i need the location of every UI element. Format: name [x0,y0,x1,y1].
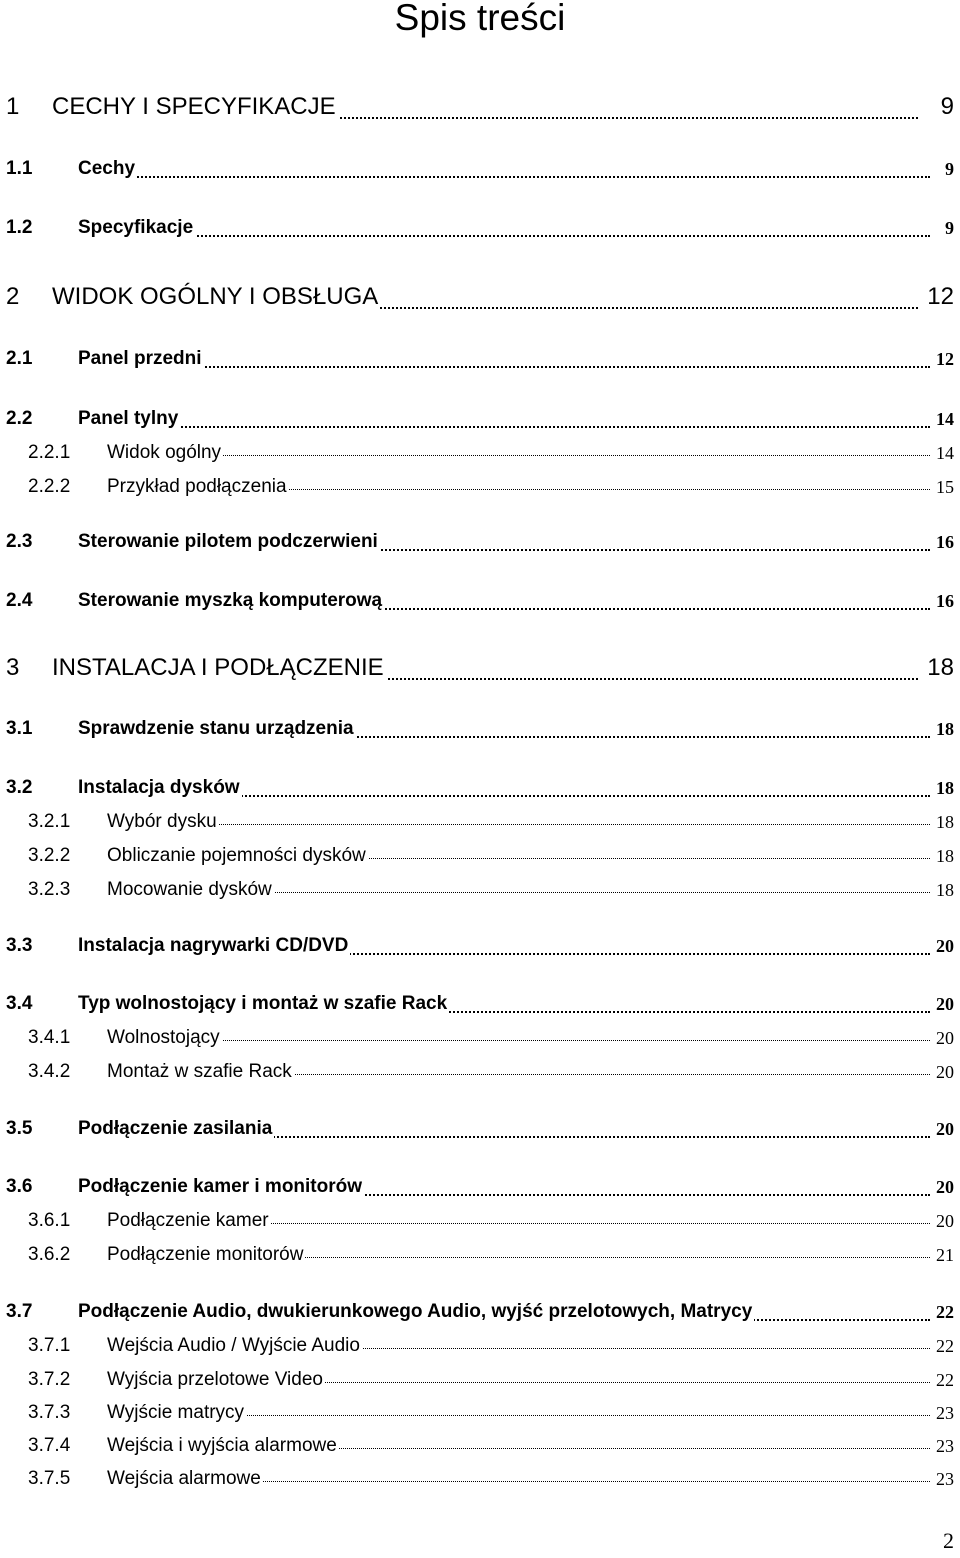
toc-entry[interactable] [0,765,960,797]
toc-entry-number: 3.2.2 [28,845,71,866]
toc-entry[interactable] [0,1456,960,1488]
toc-entry-label: WIDOK OGÓLNY I OBSŁUGA [52,283,379,310]
toc-entry-label: Typ wolnostojący i montaż w szafie Rack [78,993,448,1014]
toc-entry-number: 3.2.1 [28,811,71,832]
toc-entry-label: Podłączenie kamer [107,1210,269,1231]
toc-entry-page: 18 [936,880,954,900]
toc-entry-label: Cechy [78,158,136,179]
toc-entry[interactable] [0,519,960,551]
toc-entry-number: 3.6.1 [28,1210,71,1231]
toc-entry-number: 3.7.2 [28,1369,71,1390]
toc-entry[interactable] [0,1015,960,1047]
toc-entry-label: Panel tylny [78,408,179,429]
toc-entry-page: 18 [927,654,954,681]
toc-entry-label: Sterowanie myszką komputerową [78,590,383,611]
toc-entry[interactable] [0,799,960,831]
toc-entry-page: 9 [945,159,954,179]
toc-entry-number: 2 [6,283,20,310]
toc-entry-label: Sprawdzenie stanu urządzenia [78,718,354,739]
toc-entry-label: CECHY I SPECYFIKACJE [52,93,336,120]
toc-entry-number: 3.2 [6,777,33,798]
toc-entry-label: Wybór dysku [107,811,217,832]
toc-entry[interactable] [0,867,960,899]
toc-entry-number: 3.7 [6,1301,33,1322]
toc-entry-number: 3 [6,654,20,681]
toc-entry[interactable] [0,336,960,368]
toc-entry-page: 9 [945,218,954,238]
toc-entry-label: Specyfikacje [78,217,194,238]
toc-entry-page: 14 [936,409,954,429]
toc-entry[interactable] [0,396,960,428]
toc-entry[interactable] [0,87,960,119]
toc-entry-page: 22 [936,1302,954,1322]
toc-entry[interactable] [0,1198,960,1230]
toc-entry[interactable] [0,1106,960,1138]
toc-entry-label: Podłączenie monitorów [107,1244,304,1265]
toc-entry[interactable] [0,1289,960,1321]
toc-entry-label: Wejścia alarmowe [107,1468,261,1489]
toc-entry-page: 20 [936,1211,954,1231]
toc-entry-label: Obliczanie pojemności dysków [107,845,366,866]
toc-entry[interactable] [0,1323,960,1355]
toc-entry-label: Wolnostojący [107,1027,220,1048]
toc-entry-page: 9 [940,93,954,120]
toc-entry[interactable] [0,578,960,610]
toc-entry[interactable] [0,1232,960,1264]
toc-entry-label: Panel przedni [78,348,202,369]
toc-entry-page: 20 [936,994,954,1014]
toc-entry-number: 2.2.2 [28,476,71,497]
toc-entry-page: 16 [936,532,954,552]
page-number: 2 [943,1528,954,1553]
toc-entry-page: 22 [936,1370,954,1390]
toc-entry-number: 1 [6,93,20,120]
toc-entry-page: 20 [936,1177,954,1197]
toc-entry-number: 3.1 [6,718,33,739]
toc-entry-number: 3.7.3 [28,1402,71,1423]
toc-entry-number: 3.4.1 [28,1027,71,1048]
dot-leader [78,426,930,428]
toc-entry-number: 3.7.4 [28,1435,71,1456]
toc-entry-label: Wyjścia przelotowe Video [107,1369,323,1390]
toc-entry-number: 2.2 [6,408,33,429]
toc-entry-page: 22 [936,1336,954,1356]
toc-entry-number: 2.2.1 [28,442,71,463]
toc-entry-number: 3.6 [6,1176,33,1197]
toc-entry-label: Wyjście matrycy [107,1402,245,1423]
toc-entry[interactable] [0,205,960,237]
toc-entry[interactable] [0,1049,960,1081]
toc-entry-page: 12 [927,283,954,310]
toc-entry-page: 12 [936,349,954,369]
toc-entry-page: 15 [936,477,954,497]
toc-entry-page: 20 [936,1062,954,1082]
toc-entry-number: 3.5 [6,1118,33,1139]
toc-entry-page: 16 [936,591,954,611]
toc-entry-label: Podłączenie kamer i monitorów [78,1176,363,1197]
toc-entry-page: 20 [936,936,954,956]
toc-entry-label: Instalacja nagrywarki CD/DVD [78,935,349,956]
toc-entry-page: 23 [936,1403,954,1423]
toc-entry-label: Montaż w szafie Rack [107,1061,292,1082]
toc-entry-number: 3.7.5 [28,1468,71,1489]
toc-entry-page: 21 [936,1245,954,1265]
toc-entry[interactable] [0,464,960,496]
toc-entry-number: 1.1 [6,158,33,179]
toc-entry-label: Podłączenie Audio, dwukierunkowego Audio, wyjść przelotowych, Matrycy [78,1301,753,1322]
dot-leader [78,366,930,368]
toc-entry[interactable] [0,648,960,680]
toc-entry-number: 3.4.2 [28,1061,71,1082]
dot-leader [107,455,930,456]
dot-leader [107,824,930,825]
toc-entry[interactable] [0,1390,960,1422]
toc-entry[interactable] [0,430,960,462]
toc-entry-number: 2.4 [6,590,33,611]
toc-entry[interactable] [0,1357,960,1389]
toc-entry-number: 3.3 [6,935,33,956]
toc-entry-page: 18 [936,846,954,866]
toc-entry-label: Podłączenie zasilania [78,1118,273,1139]
toc-entry-number: 3.7.1 [28,1335,71,1356]
toc-entry-label: Instalacja dysków [78,777,240,798]
toc-entry[interactable] [0,706,960,738]
toc-entry[interactable] [0,1164,960,1196]
toc-entry-label: Wejścia Audio / Wyjście Audio [107,1335,360,1356]
toc-entry-label: Przykład podłączenia [107,476,287,497]
page-title: Spis treści [394,0,566,38]
toc-entry-number: 1.2 [6,217,33,238]
toc-entry-number: 3.4 [6,993,33,1014]
dot-leader [107,1040,930,1041]
toc-entry[interactable] [0,277,960,309]
toc-entry-number: 2.3 [6,531,33,552]
toc-entry-page: 18 [936,719,954,739]
toc-entry[interactable] [0,833,960,865]
toc-entry-page: 18 [936,778,954,798]
toc-entry-page: 23 [936,1469,954,1489]
toc-entry-number: 3.2.3 [28,879,71,900]
toc-entry-number: 2.1 [6,348,33,369]
dot-leader [78,235,930,237]
toc-entry[interactable] [0,1423,960,1455]
toc-entry-page: 18 [936,812,954,832]
toc-entry-label: INSTALACJA I PODŁĄCZENIE [52,654,384,681]
toc-entry-number: 3.6.2 [28,1244,71,1265]
toc-entry-label: Widok ogólny [107,442,222,463]
toc-entry[interactable] [0,146,960,178]
toc-entry-page: 23 [936,1436,954,1456]
toc-entry-label: Sterowanie pilotem podczerwieni [78,531,378,552]
toc-entry[interactable] [0,923,960,955]
toc-entry-page: 14 [936,443,954,463]
toc-entry[interactable] [0,981,960,1013]
dot-leader [78,176,930,178]
toc-entry-page: 20 [936,1028,954,1048]
toc-entry-page: 20 [936,1119,954,1139]
toc-entry-label: Wejścia i wyjścia alarmowe [107,1435,337,1456]
toc-entry-label: Mocowanie dysków [107,879,272,900]
